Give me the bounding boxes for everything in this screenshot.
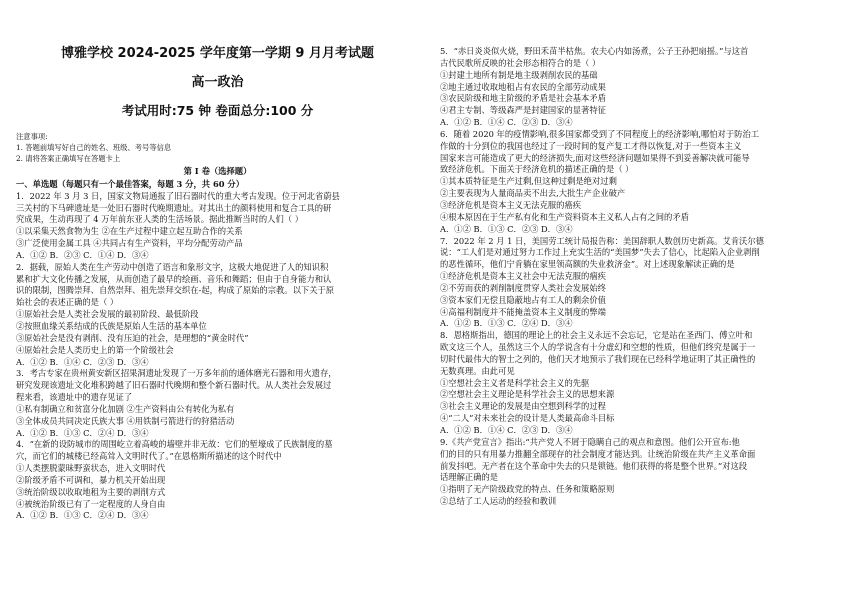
question-line: ①私有制确立和贫富分化加剧 ②生产资料由公有转化为私有 <box>16 403 235 414</box>
question-line: 研究发现该遗址文化堆积跨越了旧石器时代晚期和整个新石器时代。从人类社会发展过 <box>16 380 332 391</box>
question-line: ③广泛使用金属工具 ④共同占有生产资料，平均分配劳动产品 <box>16 238 243 249</box>
question-line: ②空想社会主义理论是科学社会主义的思想来源 <box>440 389 615 400</box>
right-column <box>440 46 844 508</box>
question-line: ③原始社会是没有剥削、没有压迫的社会，是理想的“黄金时代” <box>16 332 249 343</box>
question-line: 的恶性循环，他们宁肯躺在家里领高额的失业救济金”。对上述现象解读正确的是 <box>440 259 735 270</box>
question-line: 累和扩大文化传播之发展，从而创造了最早的绘画、音乐和舞蹈；但由于自身能力和认 <box>16 273 332 284</box>
question-line: ③经济危机是资本主义无法克服的癌疾 <box>440 199 582 210</box>
question-line: ①其本质特征是生产过剩,但这种过剩是绝对过剩 <box>440 176 617 187</box>
question-line: 4．“在新的设防城市的周围屹立着高峻的墙壁并非无故：它们的堑壕成了氏族制度的墓 <box>16 439 333 450</box>
question-line: 识的限制，图腾崇拜、自然崇拜、祖先崇拜交织在-起，构成了原始的宗教。以下关于原 <box>16 285 335 296</box>
question-line: A．①② B．①④ C．②③ D．③④ <box>440 117 573 128</box>
right-question-text <box>440 46 844 508</box>
left-column <box>16 46 419 522</box>
question-line: ①封建土地所有制是地主级剥削农民的基础 <box>440 69 598 80</box>
subject-title: 高一政治 <box>191 75 244 90</box>
question-line: ②阶级矛盾不可调和，暴力机关开始出现 <box>16 474 166 485</box>
question-line: ③资本家们无偿且隐蔽地占有工人的剩余价值 <box>440 294 606 305</box>
question-line: 们的目的只有用暴力推翻全部现存的社会制度才能达到。让统治阶级在共产主义革命面 <box>440 448 756 459</box>
question-line: A．①② B．①③ C．②④ D．③④ <box>16 427 149 438</box>
question-line: A．①② B．①④ C．②③ D．③④ <box>440 425 573 435</box>
question-line: ①人类摆脱蒙昧野蛮状态，进入文明时代 <box>16 463 166 474</box>
question-line: A．①② B．①③ C．②④ D．③④ <box>16 510 149 521</box>
question-line: ④君主专制、等级森严是封建国家的显著特征 <box>440 105 606 116</box>
question-line: 古代民歌所反映的社会形态相符合的是（ ） <box>440 57 601 68</box>
question-line: 欧文这三个人，虽然这三个人的学说含有十分虚幻和空想的性质，但他们终究是属于一 <box>440 342 756 353</box>
question-line: ④根本原因在于生产私有化和生产资料资本主义私人占有之间的矛盾 <box>440 211 689 222</box>
question-line: ③农民阶级和地主阶级的矛盾是社会基本矛盾 <box>440 93 606 104</box>
part-one-title: 第 I 卷（选择题） <box>183 166 252 176</box>
question-line: 5．“赤日炎炎似火烧，野田禾苗半枯焦。农夫心内如汤煮，公子王孙把扇摇。”与这首 <box>440 46 749 56</box>
question-line: ①指明了无产阶级政党的特点、任务和策略原则 <box>440 484 615 495</box>
notice-block <box>16 131 419 164</box>
question-line: 9.《共产党宣言》指出:“共产党人不屑于隐瞒自己的观点和意图。他们公开宣布:他 <box>440 436 740 447</box>
notice-title: 注意事项: <box>16 132 48 141</box>
question-line: ③社会主义理论的发展是由空想到科学的过程 <box>440 401 606 412</box>
question-line: 话理解正确的是 <box>440 472 499 483</box>
question-line: 8．恩格斯指出，德国的理论上的社会主义永远不会忘记，它是站在圣西门、傅立叶和 <box>440 330 753 341</box>
question-line: ①原始社会是人类社会发展的最初阶段、最低阶段 <box>16 309 199 320</box>
question-line: ③全体成员共同决定氏族大事 ④用铁制弓箭进行的狩猎活动 <box>16 415 235 426</box>
question-line: A．①② B．①④ C．②③ D．③④ <box>16 356 149 367</box>
section-heading: 一、单选题（每题只有一个最佳答案，每题 3 分，共 60 分） <box>16 178 245 189</box>
notice-item: 1. 答题前填写好自己的姓名、班级、考号等信息 <box>16 143 172 152</box>
question-line: 国家来言可能造成了更大的经济损失,面对这些经济问题如果得不到妥善解决就可能导 <box>440 152 750 163</box>
left-question-text <box>16 191 419 523</box>
question-line: A．①② B．②③ C．①④ D．③④ <box>16 249 149 260</box>
question-line: 说：“工人们是对通过努力工作过上充实生活的“美国梦”失去了信心，比起陷入企业剥削 <box>440 247 760 258</box>
question-line: ①以采集天然食物为生 ②在生产过程中建立起互助合作的关系 <box>16 226 243 237</box>
question-line: 程来看，该遗址中的遗存见证了 <box>16 392 133 403</box>
question-line: 始社会的表述正确的是（ ） <box>16 297 119 308</box>
question-line: ②地主通过收取地租占有农民的全部劳动成果 <box>440 81 606 92</box>
question-line: ④“二人”对未来社会的设计是人类最高命斗目标 <box>440 413 615 424</box>
question-line: ①空想社会主义者是科学社会主义的先驱 <box>440 377 590 388</box>
question-line: 6．随着 2020 年的疫情影响,很多国家都受到了不同程度上的经济影响,哪怕对于防治工 <box>440 128 760 139</box>
exam-title: 博雅学校 2024-2025 学年度第一学期 9 月月考试题 <box>61 46 374 61</box>
question-line: 2．据载，原始人类在生产劳动中创造了语言和象形文字，这极大地促进了人的知识积 <box>16 261 329 272</box>
question-line: ②按照血缘关系结成的氏族是原始人生活的基本单位 <box>16 320 207 331</box>
question-line: ④原始社会是人类历史上的第一个阶级社会 <box>16 344 174 355</box>
question-line: ②总结了工人运动的经验和教训 <box>440 496 557 507</box>
question-line: ②不劳而获的剥削制度贯穿人类社会发展始终 <box>440 282 606 293</box>
question-line: ①经济危机是资本主义社会中无法克服的痼疾 <box>440 271 606 282</box>
question-line: 致经济危机。下面关于经济危机的描述正确的是（ ） <box>440 164 634 175</box>
question-line: 无数真理。由此可见 <box>440 365 515 376</box>
question-line: ②主要表现为人量商品卖不出去,大批生产企业破产 <box>440 188 626 199</box>
notice-item: 2. 请将答案正确填写在答题卡上 <box>16 154 121 163</box>
question-line: 7．2022 年 2 月 1 日，美国劳工统计局报告称：美国辞职人数创历史新高。艾肯沃尔德 <box>440 235 764 246</box>
question-line: A．①② B．①③ C．②④ D．③④ <box>440 318 573 329</box>
question-line: 3．考古专家在贵州黄安新区招果洞遗址发现了一万多年前的通体磨光石器和用火遗存， <box>16 368 337 379</box>
question-line: 三关村的下马碑遗址是一处旧石器时代晚期遗址。对其出土的颜料使用和复合工具的研 <box>16 202 332 213</box>
question-line: 切时代最伟大的智士之列的，他们天才地预示了我们现在已经科学地证明了其正确性的 <box>440 353 756 364</box>
exam-info: 考试用时:75 钟 卷面总分:100 分 <box>121 103 314 118</box>
question-line: ④高福利制度并不能掩盖资本主义制度的弊端 <box>440 306 606 317</box>
question-line: 究成果，生动再现了 4 万年前东亚人类的生活场景。据此推断当时的人们（ ） <box>16 214 303 225</box>
question-line: ④被统治阶级已有了一定程度的人身自由 <box>16 498 166 509</box>
question-line: 1．2022 年 3 月 3 日，国家文物局通报了旧石器时代的重大考古发现。位于河北省蔚县 <box>16 190 340 201</box>
question-line: 穴，而它们的城楼已经高耸入文明时代了。”在恩格斯所描述的这个时代中 <box>16 451 282 462</box>
question-line: A．①② B．①③ C．②③ D．③④ <box>440 223 573 234</box>
question-line: ③统治阶级以收取地租为主要的剥削方式 <box>16 486 166 497</box>
question-line: 作做的十分到位的我国也经过了一段时间的复产复工才得以恢复,对于一些资本主义 <box>440 140 742 151</box>
question-line: 前发抖吧。无产者在这个革命中失去的只是锁链。他们获得的将是整个世界。”对这段 <box>440 460 748 471</box>
